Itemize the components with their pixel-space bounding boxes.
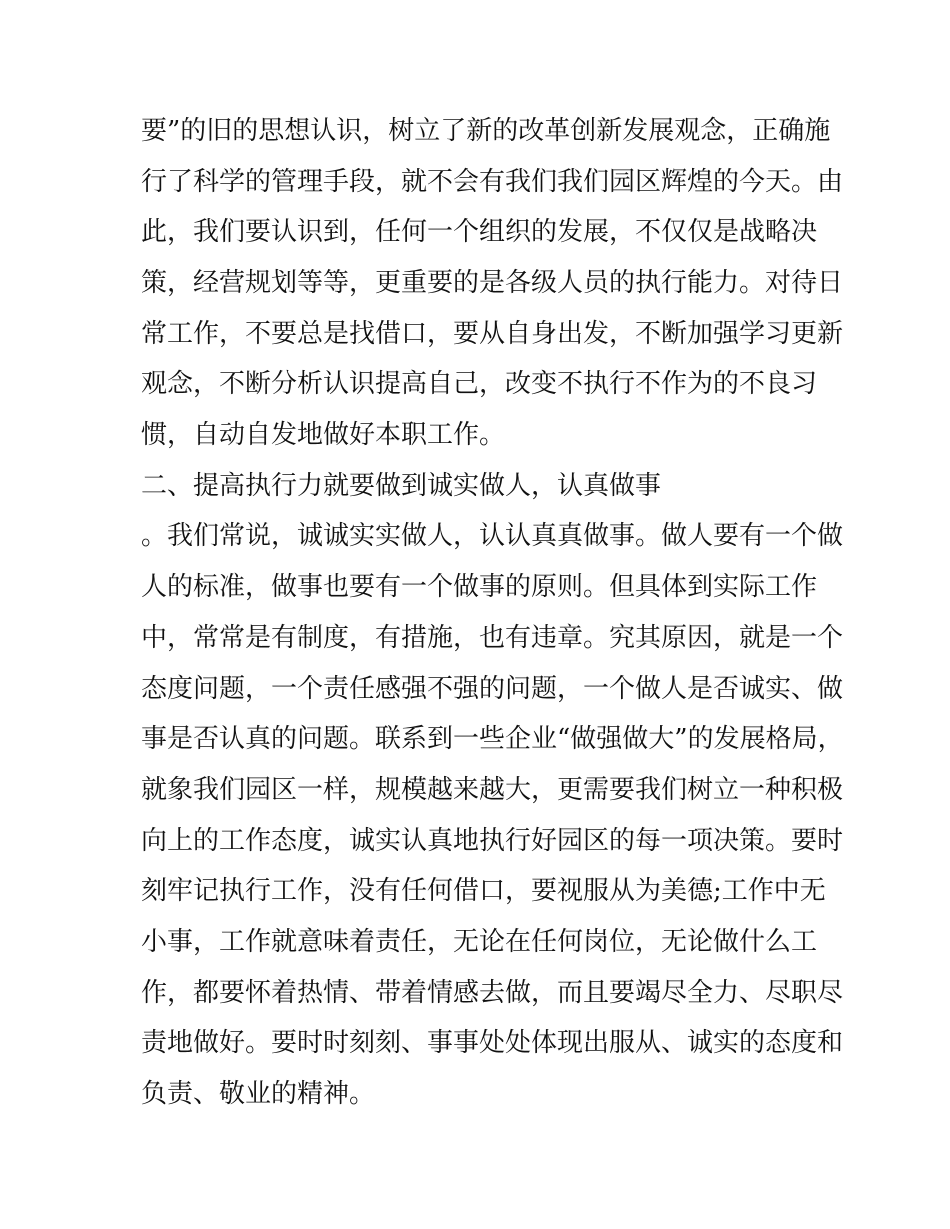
text-line: 责地做好。要时时刻刻、事事处处体现出服从、诚实的态度和 [141, 1028, 844, 1058]
text-line: 。我们常说，诚诚实实做人，认认真真做事。做人要有一个做 [141, 521, 844, 551]
text-line: 行了科学的管理手段，就不会有我们我们园区辉煌的今天。由 [141, 167, 844, 197]
text-line: 观念，不断分析认识提高自己，改变不执行不作为的不良习 [141, 369, 818, 399]
text-line: 中，常常是有制度，有措施，也有违章。究其原因，就是一个 [141, 623, 844, 653]
text-line: 人的标准，做事也要有一个做事的原则。但具体到实际工作 [141, 572, 818, 602]
text-line: 要”的旧的思想认识，树立了新的改革创新发展观念，正确施 [141, 116, 831, 146]
text-line: 态度问题，一个责任感强不强的问题，一个做人是否诚实、做 [141, 674, 844, 704]
text-line: 事是否认真的问题。联系到一些企业“做强做大”的发展格局， [141, 724, 844, 754]
text-line: 小事，工作就意味着责任，无论在任何岗位，无论做什么工 [141, 927, 818, 957]
section-heading: 二、提高执行力就要做到诚实做人，认真做事 [141, 471, 662, 501]
text-line: 负责、敬业的精神。 [141, 1079, 376, 1109]
text-line: 此，我们要认识到，任何一个组织的发展，不仅仅是战略决 [141, 217, 818, 247]
text-line: 策，经营规划等等，更重要的是各级人员的执行能力。对待日 [141, 268, 844, 298]
text-line: 作，都要怀着热情、带着情感去做，而且要竭尽全力、尽职尽 [141, 978, 844, 1008]
text-line: 向上的工作态度，诚实认真地执行好园区的每一项决策。要时 [141, 826, 844, 856]
text-line: 刻牢记执行工作，没有任何借口，要视服从为美德;工作中无 [141, 876, 826, 906]
text-line: 惯，自动自发地做好本职工作。 [141, 420, 506, 450]
text-line: 就象我们园区一样，规模越来越大，更需要我们树立一种积极 [141, 775, 844, 805]
text-line: 常工作，不要总是找借口，要从自身出发，不断加强学习更新 [141, 319, 844, 349]
